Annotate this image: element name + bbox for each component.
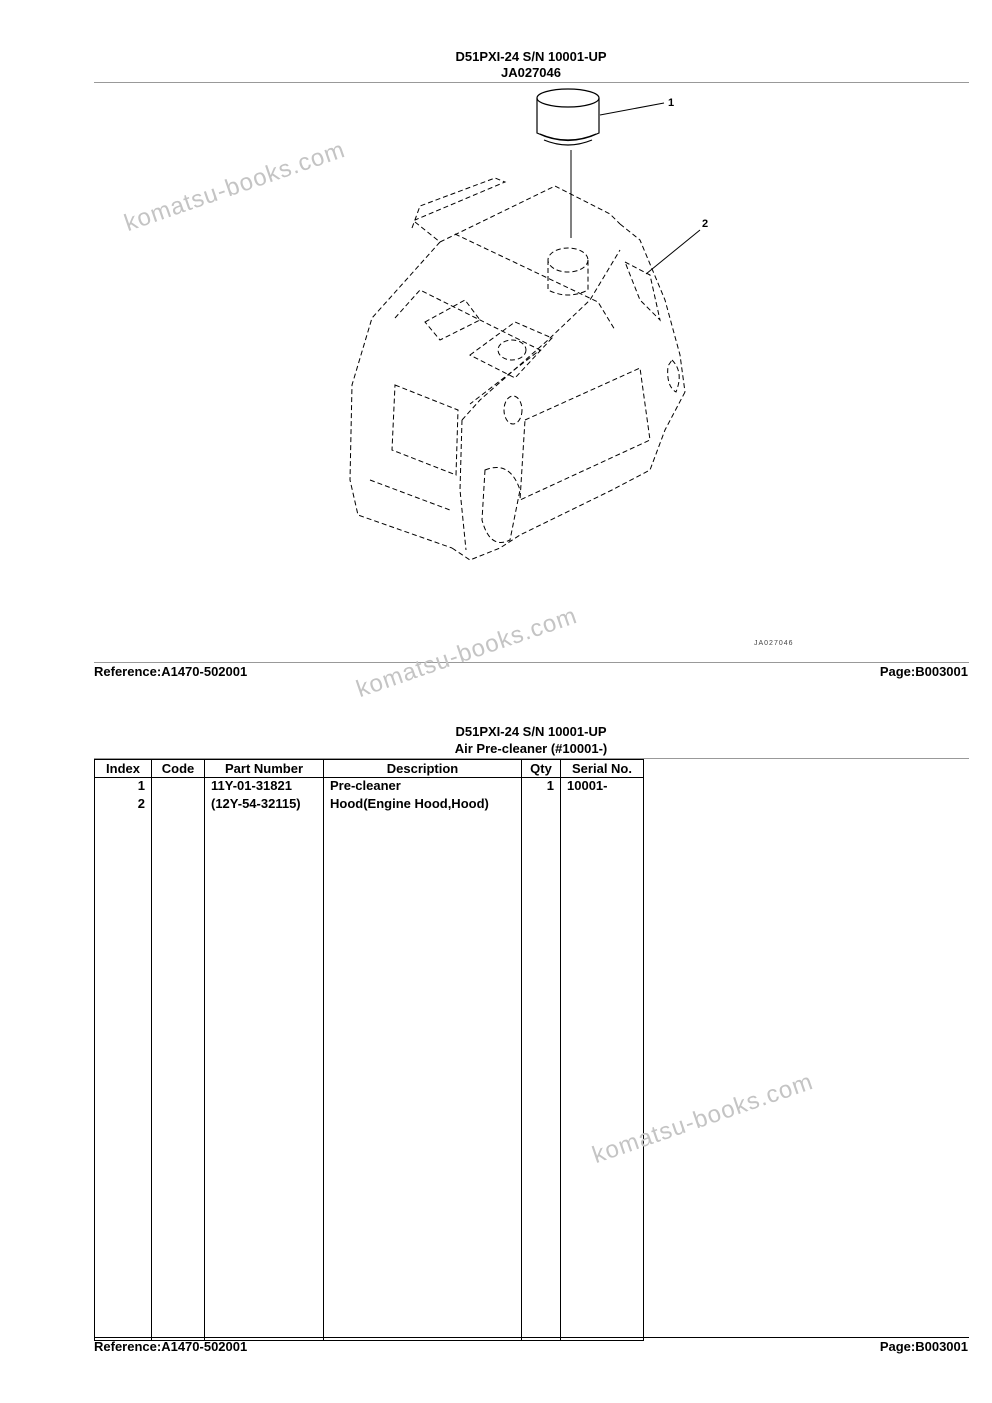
table-row xyxy=(95,778,644,797)
row-part-number: (12Y-54-32115) xyxy=(205,796,324,814)
sheet2-footer-rule xyxy=(94,1337,969,1338)
watermark: komatsu-books.com xyxy=(120,136,349,238)
row-part-number: 11Y-01-31821 xyxy=(205,778,324,797)
col-code: Code xyxy=(152,760,205,778)
watermark: komatsu-books.com xyxy=(352,602,581,704)
sheet1-model-title: D51PXI-24 S/N 10001-UP xyxy=(455,49,607,64)
row-index: 2 xyxy=(95,796,152,814)
sheet2-page: Page:B003001 xyxy=(879,1339,968,1354)
col-qty: Qty xyxy=(522,760,561,778)
row-qty xyxy=(522,796,561,814)
row-qty: 1 xyxy=(522,778,561,797)
row-description: Pre-cleaner xyxy=(324,778,522,797)
sheet2-group-title: Air Pre-cleaner (#10001-) xyxy=(454,741,608,756)
col-serial: Serial No. xyxy=(561,760,644,778)
engine-hood-drawing xyxy=(350,178,685,560)
sheet1-footer-rule xyxy=(94,662,969,663)
sheet1-illustration-id: JA027046 xyxy=(501,65,561,80)
row-code xyxy=(152,778,205,797)
sheet2-model-title: D51PXI-24 S/N 10001-UP xyxy=(455,724,607,739)
row-description: Hood(Engine Hood,Hood) xyxy=(324,796,522,814)
row-code xyxy=(152,796,205,814)
pre-cleaner-drawing xyxy=(537,89,599,145)
drawing-stamp: JA027046 xyxy=(754,640,794,647)
sheet1-page: Page:B003001 xyxy=(879,664,968,679)
row-serial xyxy=(561,796,644,814)
col-part-number: Part Number xyxy=(205,760,324,778)
table-empty-space xyxy=(95,814,644,1341)
callout-2: 2 xyxy=(702,218,709,230)
watermark: komatsu-books.com xyxy=(588,1068,817,1170)
table-row xyxy=(95,796,644,814)
col-description: Description xyxy=(324,760,522,778)
parts-illustration xyxy=(0,0,992,700)
row-index: 1 xyxy=(95,778,152,797)
parts-table xyxy=(94,759,644,1341)
row-serial: 10001- xyxy=(561,778,644,797)
col-index: Index xyxy=(95,760,152,778)
sheet1-reference: Reference:A1470-502001 xyxy=(94,664,248,679)
parts-table-header xyxy=(95,760,644,778)
sheet2-reference: Reference:A1470-502001 xyxy=(94,1339,248,1354)
callout-1: 1 xyxy=(668,97,675,109)
